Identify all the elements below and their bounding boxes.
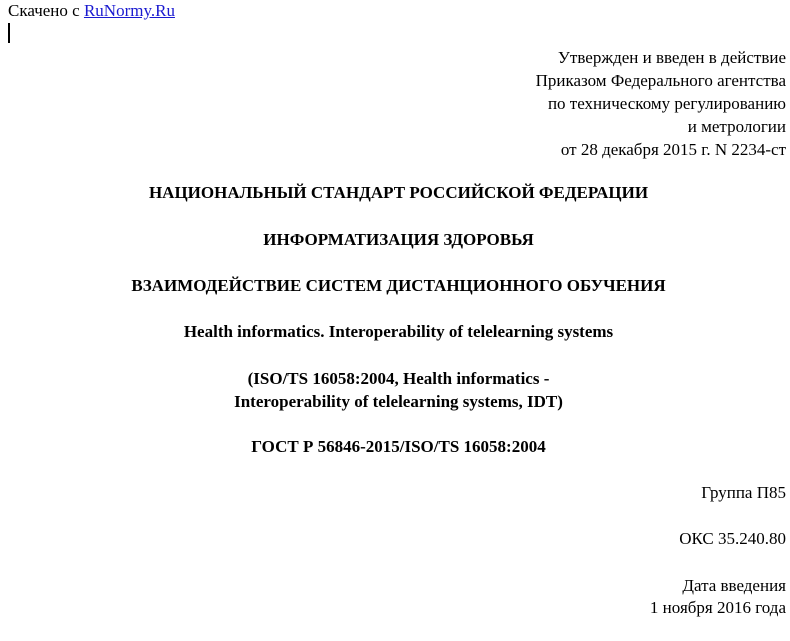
- source-line: [8, 1, 175, 21]
- iso-reference-line-2: Interoperability of telelearning systems, IDT): [234, 392, 563, 411]
- standard-title-en: Health informatics. Interoperability of telelearning systems: [183, 322, 614, 341]
- approval-line: от 28 декабря 2015 г. N 2234-ст: [560, 140, 786, 159]
- oks-code: ОКС 35.240.80: [679, 529, 786, 548]
- standard-subject: ИНФОРМАТИЗАЦИЯ ЗДОРОВЬЯ: [263, 230, 534, 249]
- approval-line: по техническому регулированию: [547, 94, 786, 113]
- approval-block: [536, 46, 786, 161]
- approval-line: Утвержден и введен в действие: [557, 48, 786, 67]
- iso-reference-line-1: (ISO/TS 16058:2004, Health informatics -: [247, 369, 550, 388]
- runormy-link[interactable]: RuNormy.Ru: [83, 1, 175, 20]
- standard-heading: НАЦИОНАЛЬНЫЙ СТАНДАРТ РОССИЙСКОЙ ФЕДЕРАЦИИ: [148, 183, 649, 202]
- group-code: Группа П85: [701, 483, 786, 502]
- approval-line: Приказом Федерального агентства: [535, 71, 786, 90]
- intro-date-label: Дата введения: [682, 576, 786, 595]
- standard-title-ru: ВЗАИМОДЕЙСТВИЕ СИСТЕМ ДИСТАНЦИОННОГО ОБУЧЕНИЯ: [131, 276, 666, 295]
- standard-designation: ГОСТ Р 56846-2015/ISO/TS 16058:2004: [251, 437, 546, 456]
- source-prefix: Скачено с: [8, 1, 80, 20]
- text-cursor: [8, 23, 10, 43]
- approval-line: и метрологии: [687, 117, 786, 136]
- intro-date-value: 1 ноября 2016 года: [649, 598, 786, 617]
